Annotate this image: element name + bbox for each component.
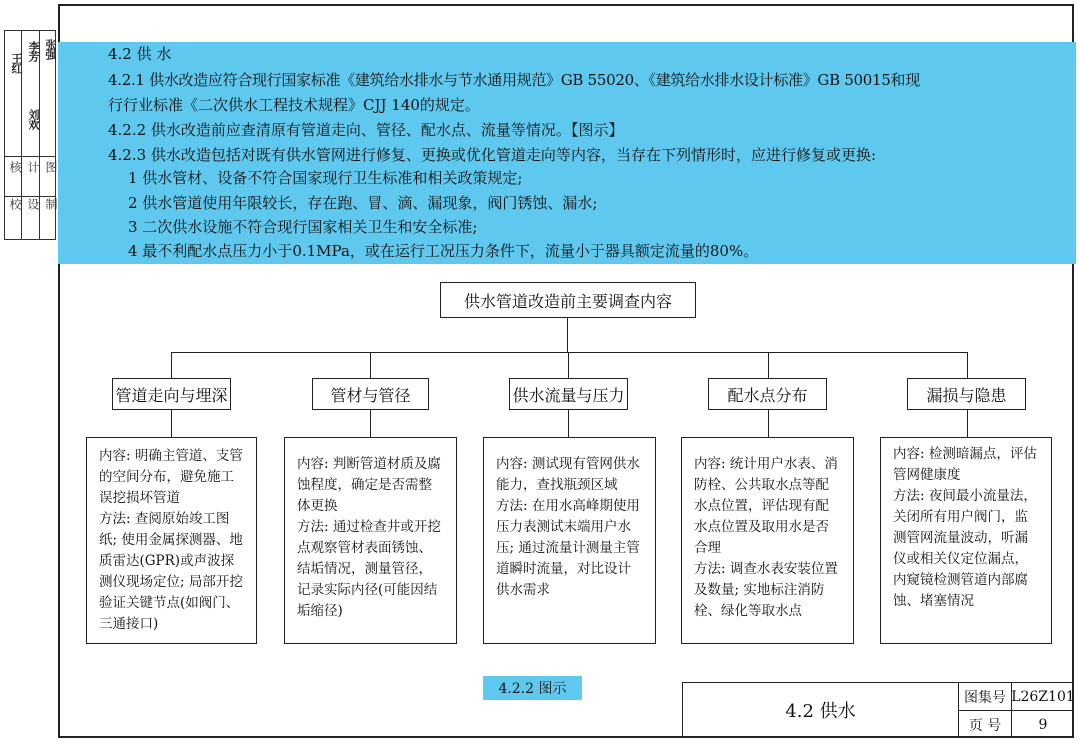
connector-sub-5: [967, 410, 968, 437]
connector-root-down: [567, 318, 568, 352]
connector-sub-4: [768, 410, 769, 437]
connector-sub-3: [568, 410, 569, 437]
detail-leakage: [880, 437, 1052, 644]
title-block-title: 4.2 供水: [683, 683, 959, 737]
connector-drop-1: [171, 352, 172, 378]
detail-text: 内容: 测试现有管网供水能力，查找瓶颈区域 方法: 在用水高峰期使用压力表测试末端用户水压; 通过流量计测量主管道瞬时流量，对比设计供水需求: [496, 456, 640, 598]
detail-text: 内容: 统计用户水表、消防栓、公共取水点等配水点位置，评估现有配水点位置及取用水是否合理 方法: 调查水表安装位置及数量; 实地标注消防栓、绿化等取水点: [694, 456, 838, 619]
node-leakage: 漏损与隐患: [907, 378, 1026, 410]
node-pipe-routing: 管道走向与埋深: [112, 378, 231, 410]
clause-item-4: 4 最不利配水点压力小于0.1MPa，或在运行工况压力条件下，流量小于器具额定流量的80%。: [128, 242, 759, 260]
signature-1: 王红: [10, 53, 23, 73]
node-outlet-distribution: 配水点分布: [708, 378, 827, 410]
signature-4: 张强: [44, 39, 57, 59]
detail-text: 内容: 明确主管道、支管的空间分布，避免施工误挖损坏管道 方法: 查阅原始竣工图纸; 使用金属探测器、地质雷达(GPR)或声波探测仪现场定位; 局部开挖验证关键节点(如阀门、三通接口): [99, 448, 243, 632]
clause-4-2-3: 4.2.3 供水改造包括对既有供水管网进行修复、更换或优化管道走向等内容，当存在下列情形时，应进行修复或更换:: [108, 146, 876, 164]
figure-label: 4.2.2 图示: [483, 676, 582, 700]
clause-item-2: 2 供水管道使用年限较长，存在跑、冒、滴、漏现象，阀门锈蚀、漏水;: [128, 194, 598, 212]
detail-text: 内容: 检测暗漏点，评估管网健康度 方法: 夜间最小流量法，关闭所有用户阀门，监测管网流量波动，听漏仪或相关仪定位漏点，内窥镜检测管道内部腐蚀、堵塞情况: [893, 446, 1037, 609]
node-flow-pressure: 供水流量与压力: [509, 378, 628, 410]
detail-text: 内容: 判断管道材质及腐蚀程度，确定是否需整体更换 方法: 通过检查井或开挖点观察管材表面锈蚀、结垢情况，测量管径，记录实际内径(可能因结垢缩径): [297, 456, 441, 619]
atlas-number-label: 图集号: [959, 683, 1012, 710]
detail-outlet-distribution: [681, 437, 854, 644]
connector-drop-3: [568, 352, 569, 378]
signature-strip: [4, 30, 56, 240]
node-pipe-material: 管材与管径: [312, 378, 429, 410]
detail-pipe-material: [284, 437, 457, 644]
title-block: [682, 682, 1074, 738]
connector-sub-1: [171, 410, 172, 437]
signature-2: 李芳: [27, 41, 40, 61]
clause-4-2-1-line2: 行行业标准《二次供水工程技术规程》CJJ 140的规定。: [108, 96, 480, 114]
drawing-label: 图: [44, 161, 58, 173]
atlas-number-value: L26Z101: [1011, 688, 1075, 705]
detail-flow-pressure: [483, 437, 656, 644]
clause-4-2-1-line1: 4.2.1 供水改造应符合现行国家标准《建筑给水排水与节水通用规范》GB 55020、《建筑给水排水设计标准》GB 50015和现: [108, 71, 920, 89]
connector-drop-2: [370, 352, 371, 378]
clause-item-3: 3 二次供水设施不符合现行国家相关卫生和安全标准;: [128, 218, 478, 236]
designer-label: 设: [26, 198, 40, 210]
clause-item-1: 1 供水管材、设备不符合国家现行卫生标准和相关政策规定;: [128, 169, 523, 187]
clause-4-2-2: 4.2.2 供水改造前应查清原有管道走向、管径、配水点、流量等情况。【图示】: [108, 121, 624, 139]
detail-pipe-routing: [86, 437, 257, 644]
reviewer-label: 校: [8, 198, 22, 210]
signature-3: 刘欢: [27, 109, 40, 129]
page-number-label: 页 号: [959, 710, 1012, 738]
connector-drop-4: [768, 352, 769, 378]
diagram-root-node: 供水管道改造前主要调查内容: [440, 282, 696, 318]
calc-label: 计: [26, 161, 40, 173]
page-number-value: 9: [1012, 710, 1074, 738]
connector-drop-5: [967, 352, 968, 378]
section-heading: 4.2 供 水: [108, 45, 172, 63]
connector-horizontal: [171, 352, 967, 353]
connector-sub-2: [370, 410, 371, 437]
checker-label: 核: [8, 161, 22, 173]
drafter-label: 制: [44, 198, 58, 210]
